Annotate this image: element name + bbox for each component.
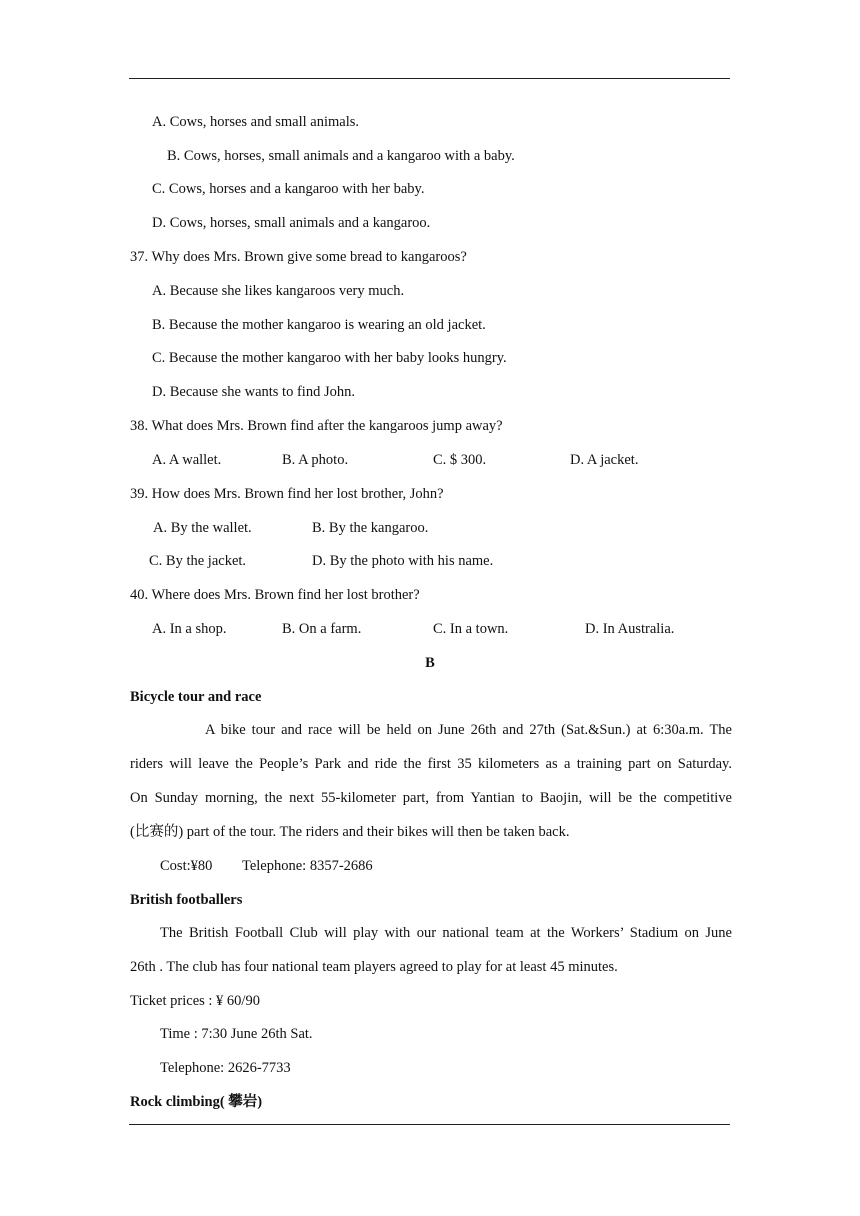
q37-option-b: B. Because the mother kangaroo is wearing an old jacket. (152, 317, 486, 333)
q38-option-a: A. A wallet. (152, 452, 222, 468)
bicycle-telephone: Telephone: 8357-2686 (242, 858, 373, 874)
q39-option-d: D. By the photo with his name. (312, 553, 494, 569)
q39-option-c: C. By the jacket. (149, 553, 247, 569)
q40-option-b: B. On a farm. (282, 621, 362, 637)
q38-question: 38. What does Mrs. Brown find after the kangaroos jump away? (130, 418, 503, 434)
q36-option-d: D. Cows, horses, small animals and a kangaroo. (152, 215, 431, 231)
q40-option-d: D. In Australia. (585, 621, 675, 637)
bicycle-cost: Cost:¥80 (160, 858, 213, 874)
q36-option-c: C. Cows, horses and a kangaroo with her baby. (152, 181, 425, 197)
bicycle-line-1: A bike tour and race will be held on June 26th and 27th (Sat.&Sun.) at 6:30a.m. The (205, 722, 732, 738)
q38-option-b: B. A photo. (282, 452, 349, 468)
football-line-1: The British Football Club will play with our national team at the Workers’ Stadium on June (160, 925, 732, 941)
football-ticket-prices: Ticket prices : ¥ 60/90 (130, 993, 260, 1009)
q40-question: 40. Where does Mrs. Brown find her lost brother? (130, 587, 420, 603)
climbing-title: Rock climbing( 攀岩) (130, 1094, 263, 1110)
q37-option-d: D. Because she wants to find John. (152, 384, 355, 400)
q40-option-a: A. In a shop. (152, 621, 227, 637)
football-line-2: 26th . The club has four national team players agreed to play for at least 45 minutes. (130, 959, 618, 975)
bicycle-line-3: On Sunday morning, the next 55-kilometer part, from Yantian to Baojin, will be the competitive (130, 790, 732, 806)
football-title: British footballers (130, 892, 243, 908)
bicycle-line-2: riders will leave the People’s Park and ride the first 35 kilometers as a training part on Saturday. (130, 756, 732, 772)
q39-option-b: B. By the kangaroo. (312, 520, 429, 536)
football-time: Time : 7:30 June 26th Sat. (160, 1026, 313, 1042)
q37-option-c: C. Because the mother kangaroo with her baby looks hungry. (152, 350, 507, 366)
section-b-label: B (425, 655, 435, 671)
q38-option-d: D. A jacket. (570, 452, 639, 468)
q37-option-a: A. Because she likes kangaroos very much. (152, 283, 405, 299)
q38-option-c: C. $ 300. (433, 452, 487, 468)
q39-option-a: A. By the wallet. (153, 520, 252, 536)
q40-option-c: C. In a town. (433, 621, 509, 637)
football-telephone: Telephone: 2626-7733 (160, 1060, 291, 1076)
q39-question: 39. How does Mrs. Brown find her lost brother, John? (130, 486, 444, 502)
q36-option-a: A. Cows, horses and small animals. (152, 114, 360, 130)
bicycle-title: Bicycle tour and race (130, 689, 262, 705)
q37-question: 37. Why does Mrs. Brown give some bread to kangaroos? (130, 249, 467, 265)
bicycle-line-4: (比赛的) part of the tour. The riders and their bikes will then be taken back. (130, 824, 570, 840)
footer-rule (129, 1124, 730, 1125)
header-rule (129, 78, 730, 79)
q36-option-b: B. Cows, horses, small animals and a kangaroo with a baby. (167, 148, 515, 164)
